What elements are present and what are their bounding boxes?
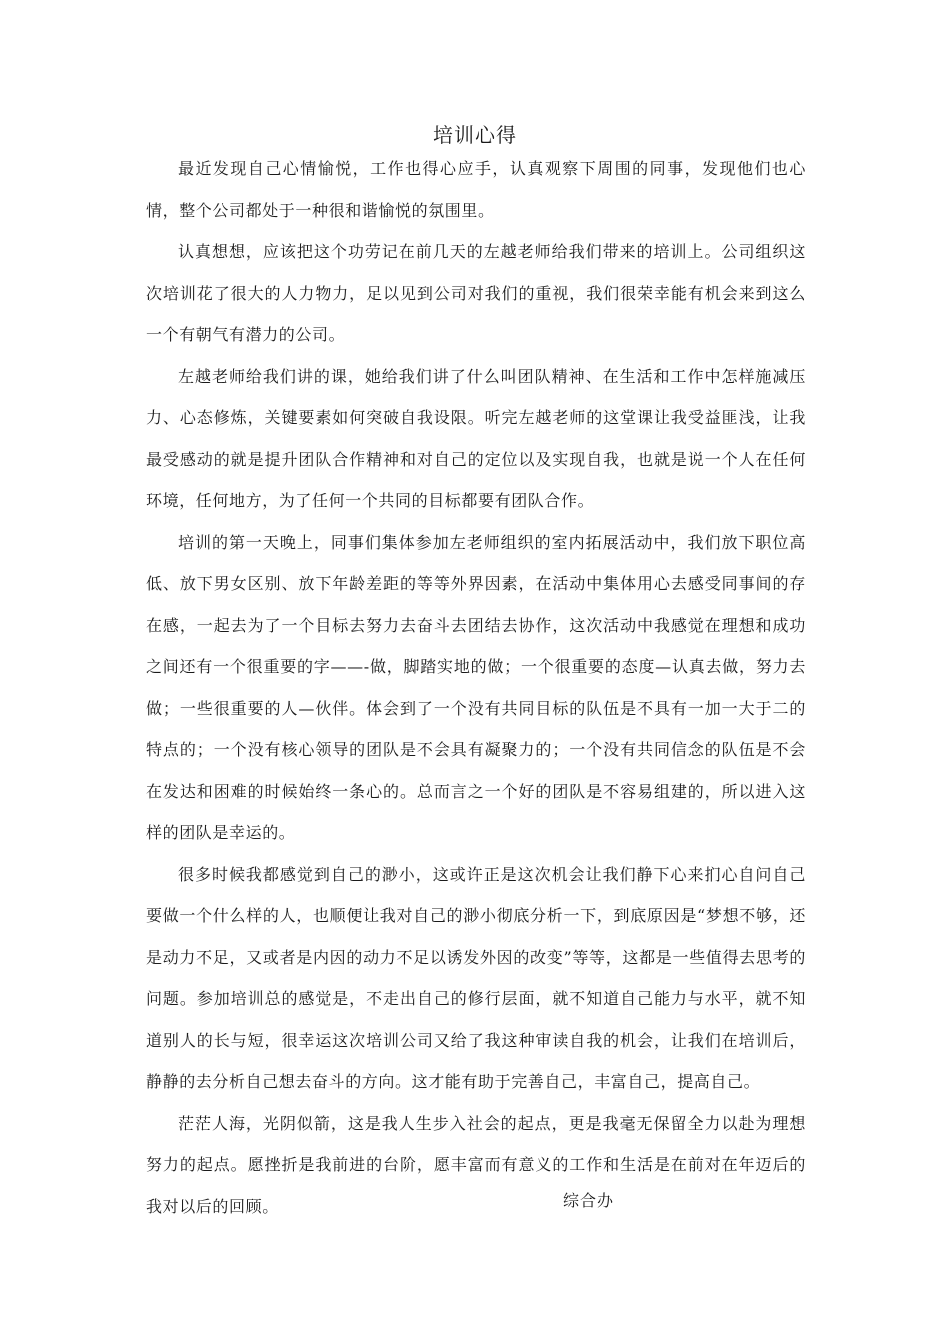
paragraph-6: 茫茫人海，光阴似箭，这是我人生步入社会的起点，更是我毫无保留全力以赴为理想努力的起点。愿挫折是我前进的台阶，愿丰富而有意义的工作和生活是在前对在年迈后的我对以后的回顾。: [146, 1113, 806, 1216]
paragraph-5: 很多时候我都感觉到自己的渺小，这或许正是这次机会让我们静下心来扪心自问自己要做一个什么样的人，也顺便让我对自己的渺小彻底分析一下，到底原因是“梦想不够，还是动力不足，又或者是内因的动力不足以诱发外因的改变”等等，这都是一些值得去思考的问题。参加培训总的感觉是，不走出自己的修行层面，就不知道自己能力与水平，就不知道别人的长与短，很幸运这次培训公司又给了我这种审读自我的机会，让我们在培训后，静静的去分析自己想去奋斗的方向。这才能有助于完善自己，丰富自己，提高自己。: [146, 864, 806, 1091]
document-title: 培训心得: [433, 123, 517, 147]
document-body: [146, 148, 806, 1227]
paragraph-2: 认真想想，应该把这个功劳记在前几天的左越老师给我们带来的培训上。公司组织这次培训花了很大的人力物力，足以见到公司对我们的重视，我们很荣幸能有机会来到这么一个有朝气有潜力的公司。: [146, 242, 806, 344]
paragraph-4: 培训的第一天晚上，同事们集体参加左老师组织的室内拓展活动中，我们放下职位高低、放下男女区别、放下年龄差距的等等外界因素，在活动中集体用心去感受同事间的存在感，一起去为了一个目标去努力去奋斗去团结去协作，这次活动中我感觉在理想和成功之间还有一个很重要的字——-做，脚踏实地的做；一个很重要的态度—认真去做，努力去做；一些很重要的人—伙伴。体会到了一个没有共同目标的队伍是不具有一加一大于二的特点的；一个没有核心领导的团队是不会具有凝聚力的；一个没有共同信念的队伍是不会在发达和困难的时候始终一条心的。总而言之一个好的团队是不容易组建的，所以进入这样的团队是幸运的。: [146, 532, 806, 842]
paragraph-3: 左越老师给我们讲的课，她给我们讲了什么叫团队精神、在生活和工作中怎样施减压力、心态修炼，关键要素如何突破自我设限。听完左越老师的这堂课让我受益匪浅，让我最受感动的就是提升团队合作精神和对自己的定位以及实现自我，也就是说一个人在任何环境，任何地方，为了任何一个共同的目标都要有团队合作。: [146, 366, 806, 510]
signature: 综合办: [563, 1191, 615, 1210]
paragraph-1: 最近发现自己心情愉悦，工作也得心应手，认真观察下周围的同事，发现他们也心情，整个公司都处于一种很和谐愉悦的氛围里。: [146, 159, 806, 220]
